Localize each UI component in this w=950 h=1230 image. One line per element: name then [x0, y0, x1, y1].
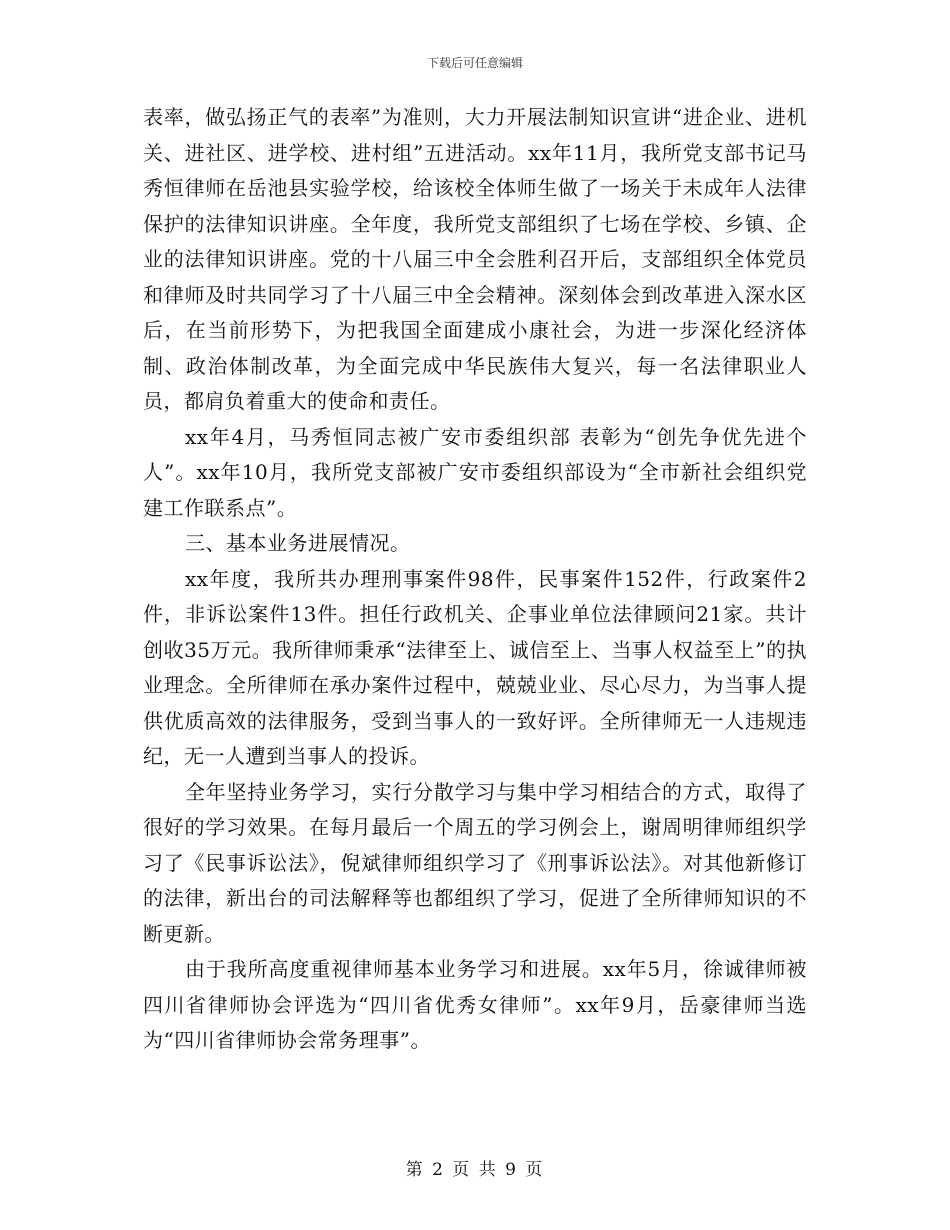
page-header-note: 下载后可任意编辑: [426, 56, 523, 70]
paragraph-awards: 由于我所高度重视律师基本业务学习和进展。xx年5月，徐诚律师被四川省律师协会评选为“四川省优秀女律师”。xx年9月，岳豪律师当选为“四川省律师协会常务理事”。: [143, 957, 807, 1052]
section-heading-business-progress: 三、基本业务进展情况。: [185, 531, 411, 555]
paragraph-case-statistics: xx年度，我所共办理刑事案件98件，民事案件152件，行政案件2件，非诉讼案件13件。担任行政机关、企事业单位法律顾问21家。共计创收35万元。我所律师秉承“法律至上、诚信至上、当事人权益至上”的执业理念。全所律师在承办案件过程中，兢兢业业、尽心尽力，为当事人提供优质高效的法律服务，受到当事人的一致好评。全所律师无一人违规违纪，无一人遭到当事人的投诉。: [143, 566, 807, 768]
page-number-footer: 第 2 页 共 9 页: [405, 1160, 545, 1180]
paragraph-law-education: 表率，做弘扬正气的表率”为准则，大力开展法制知识宣讲“进企业、进机关、进社区、进学校、进村组”五进活动。xx年11月，我所党支部书记马秀恒律师在岳池县实验学校，给该校全体师生做了一场关于未成年人法律保护的法律知识讲座。全年度，我所党支部组织了七场在学校、乡镇、企业的法律知识讲座。党的十八届三中全会胜利召开后，支部组织全体党员和律师及时共同学习了十八届三中全会精神。深刻体会到改革进入深水区后，在当前形势下，为把我国全面建成小康社会，为进一步深化经济体制、政治体制改革，为全面完成中华民族伟大复兴，每一名法律职业人员，都肩负着重大的使命和责任。: [143, 105, 807, 413]
paragraph-study: 全年坚持业务学习，实行分散学习与集中学习相结合的方式，取得了很好的学习效果。在每月最后一个周五的学习例会上，谢周明律师组织学习了《民事诉讼法》，倪斌律师组织学习了《刑事诉讼法》。对其他新修订的法律，新出台的司法解释等也都组织了学习，促进了全所律师知识的不断更新。: [143, 779, 807, 946]
document-body: [143, 100, 807, 1059]
paragraph-commendation: xx年4月，马秀恒同志被广安市委组织部 表彰为“创先争优先进个人”。xx年10月，我所党支部被广安市委组织部设为“全市新社会组织党建工作联系点”。: [143, 424, 807, 520]
